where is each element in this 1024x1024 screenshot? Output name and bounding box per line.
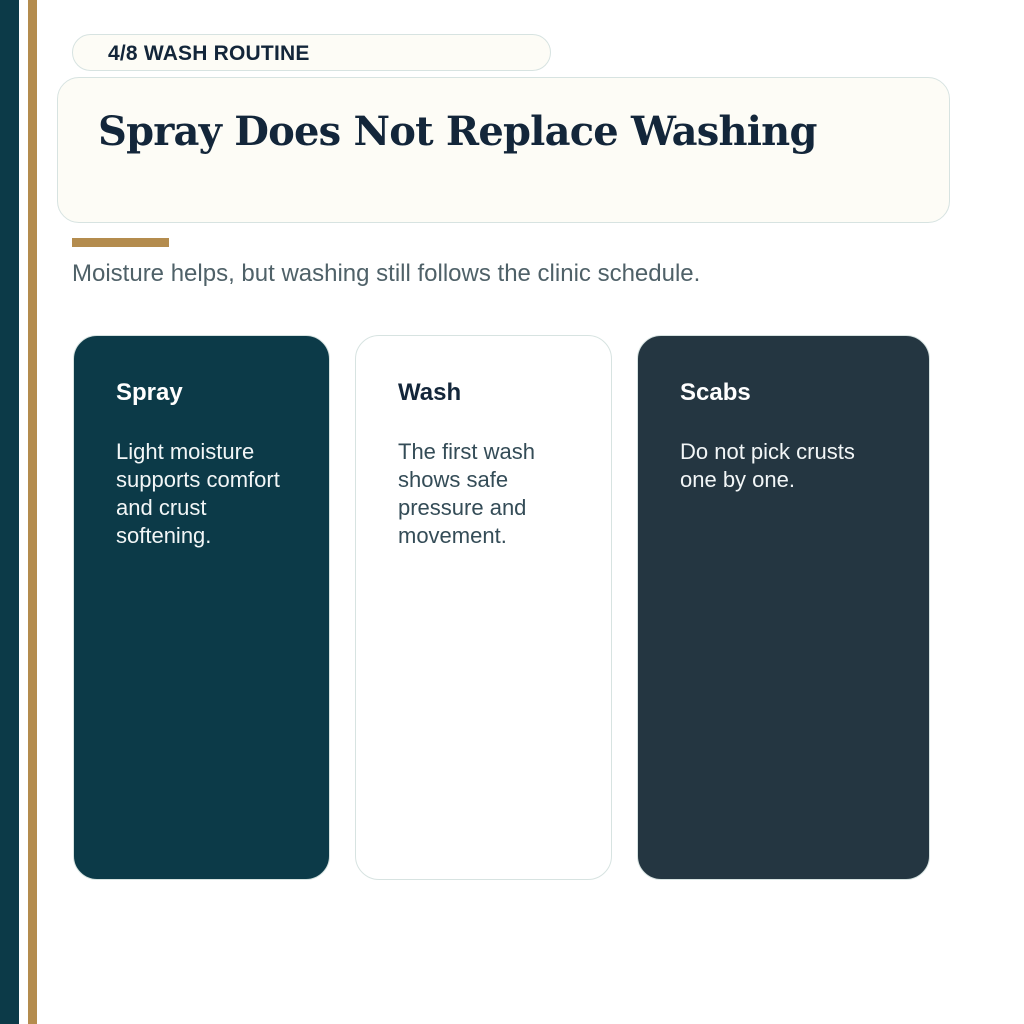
left-rail-dark bbox=[0, 0, 19, 1024]
card-body: The first wash shows safe pressure and movement. bbox=[398, 439, 535, 548]
left-rail-gold bbox=[28, 0, 37, 1024]
page-subtitle: Moisture helps, but washing still follows the clinic schedule. bbox=[72, 260, 701, 287]
title-card bbox=[57, 77, 950, 223]
card-body: Light moisture supports comfort and crust softening. bbox=[116, 439, 280, 548]
card-body: Do not pick crusts one by one. bbox=[680, 439, 855, 492]
card-scabs bbox=[637, 335, 930, 880]
card-wash bbox=[355, 335, 612, 880]
card-title: Scabs bbox=[680, 379, 751, 406]
section-badge-label: 4/8 WASH ROUTINE bbox=[108, 41, 310, 65]
card-title: Wash bbox=[398, 379, 462, 406]
accent-bar bbox=[72, 238, 169, 247]
card-title: Spray bbox=[116, 379, 183, 406]
section-badge bbox=[72, 34, 551, 71]
page-title: Spray Does Not Replace Washing bbox=[98, 108, 817, 155]
card-spray bbox=[73, 335, 330, 880]
